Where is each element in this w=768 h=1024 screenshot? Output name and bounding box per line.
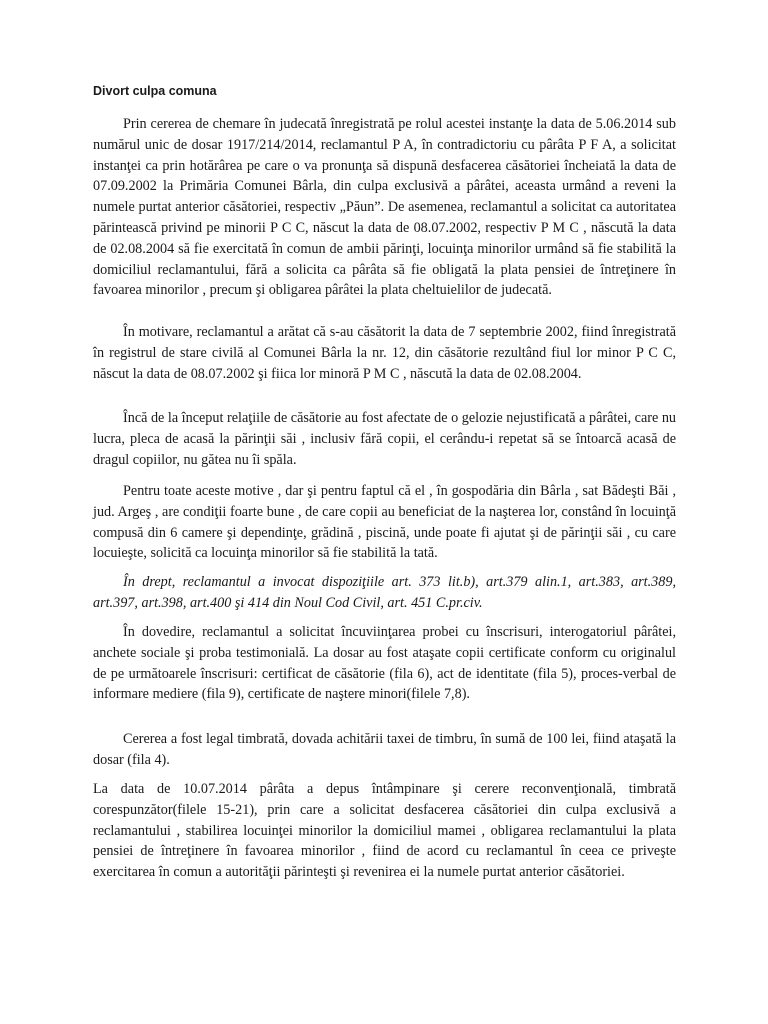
document-title: Divort culpa comuna: [93, 84, 217, 98]
paragraph-legal-basis: În drept, reclamantul a invocat dispoziţiile art. 373 lit.b), art.379 alin.1, art.383, art.389, art.397, art.398, art.400 şi 414 din Noul Cod Civil, art. 451 C.pr.civ.: [93, 574, 676, 611]
paragraph-reasons: Pentru toate aceste motive , dar şi pentru faptul că el , în gospodăria din Bârla , sat Bădeşti Băi , jud. Argeş , are condiţii foarte bune , de care copii au beneficiat de la naşterea lor, constând în locuinţă compusă din 6 camere şi dependinţe, grădină , piscină, unde poate fi ajutat şi de părinţii săi , cu care locuieşte, solicită ca locuinţa minorilor să fie stabilită la tată.: [93, 483, 676, 562]
paragraph-relations: Încă de la început relaţiile de căsătorie au fost afectate de o gelozie nejustificată a pârâtei, care nu lucra, pleca de acasă la părinţii săi , inclusiv fără copii, el cerându-i repetat să se întoarcă acasă de dragul copiilor, nu gătea nu îi spăla.: [93, 410, 677, 468]
paragraph-petition: Prin cererea de chemare în judecată înregistrată pe rolul acestei instanţe la data de 5.06.2014 sub numărul unic de dosar 1917/214/2014, reclamantul P A, în contradictoriu cu pârâta P F A, a solicitat instanţei ca prin hotărârea pe care o va pronunţa să dispună desfacerea căsătoriei încheiată la data de 07.09.2002 la Primăria Comunei Bârla, din culpa exclusivă a pârâtei, aceasta urmând a reveni la numele purtat anterior căsătoriei, respectiv „Păun”. De asemenea, reclamantul a solicitat ca autoritatea părintească privind pe minorii P C C, născut la data de 08.07.2002, respectiv P M C , născută la data de 02.08.2004 să fie exercitată în comun de ambii părinţi, locuinţa minorilor urmând să fie stabilită la domiciliul reclamantului, fără a solicita ca pârâta să fie obligată la plata pensiei de întreţinere în favoarea minorilor , precum şi obligarea pârâtei la plata cheltuielilor de judecată.: [93, 116, 676, 299]
paragraph-stamp-duty: Cererea a fost legal timbrată, dovada achitării taxei de timbru, în sumă de 100 lei, fiind ataşată la dosar (fila 4).: [93, 731, 676, 768]
paragraph-motivation: În motivare, reclamantul a arătat că s-au căsătorit la data de 7 septembrie 2002, fiind înregistrată în registrul de stare civilă al Comunei Bârla la nr. 12, din căsătorie rezultând fiul lor minor P C C, născut la data de 08.07.2002 şi fiica lor minoră P M C , născută la data de 02.08.2004.: [93, 324, 676, 382]
paragraph-counterclaim: La data de 10.07.2014 pârâta a depus întâmpinare şi cerere reconvenţională, timbrată corespunzător(filele 15-21), prin care a solicitat desfacerea căsătoriei din culpa exclusivă a reclamantului , stabilirea locuinţei minorilor la domiciliul mamei , obligarea reclamantului la plata pensiei de întreţinere în favoarea minorilor , fiind de acord cu reclamantul în ceea ce priveşte exercitarea în comun a autorităţii părinteşti şi revenirea ei la numele purtat anterior căsătoriei.: [93, 781, 676, 881]
paragraph-evidence: În dovedire, reclamantul a solicitat încuviinţarea probei cu înscrisuri, interogatoriul pârâtei, anchete sociale şi proba testimonială. La dosar au fost ataşate copii certificate conform cu originalul de pe următoarele înscrisuri: certificat de căsătorie (fila 6), act de identitate (fila 5), proces-verbal de informare mediere (fila 9), certificate de naştere minori(filele 7,8).: [93, 624, 676, 703]
